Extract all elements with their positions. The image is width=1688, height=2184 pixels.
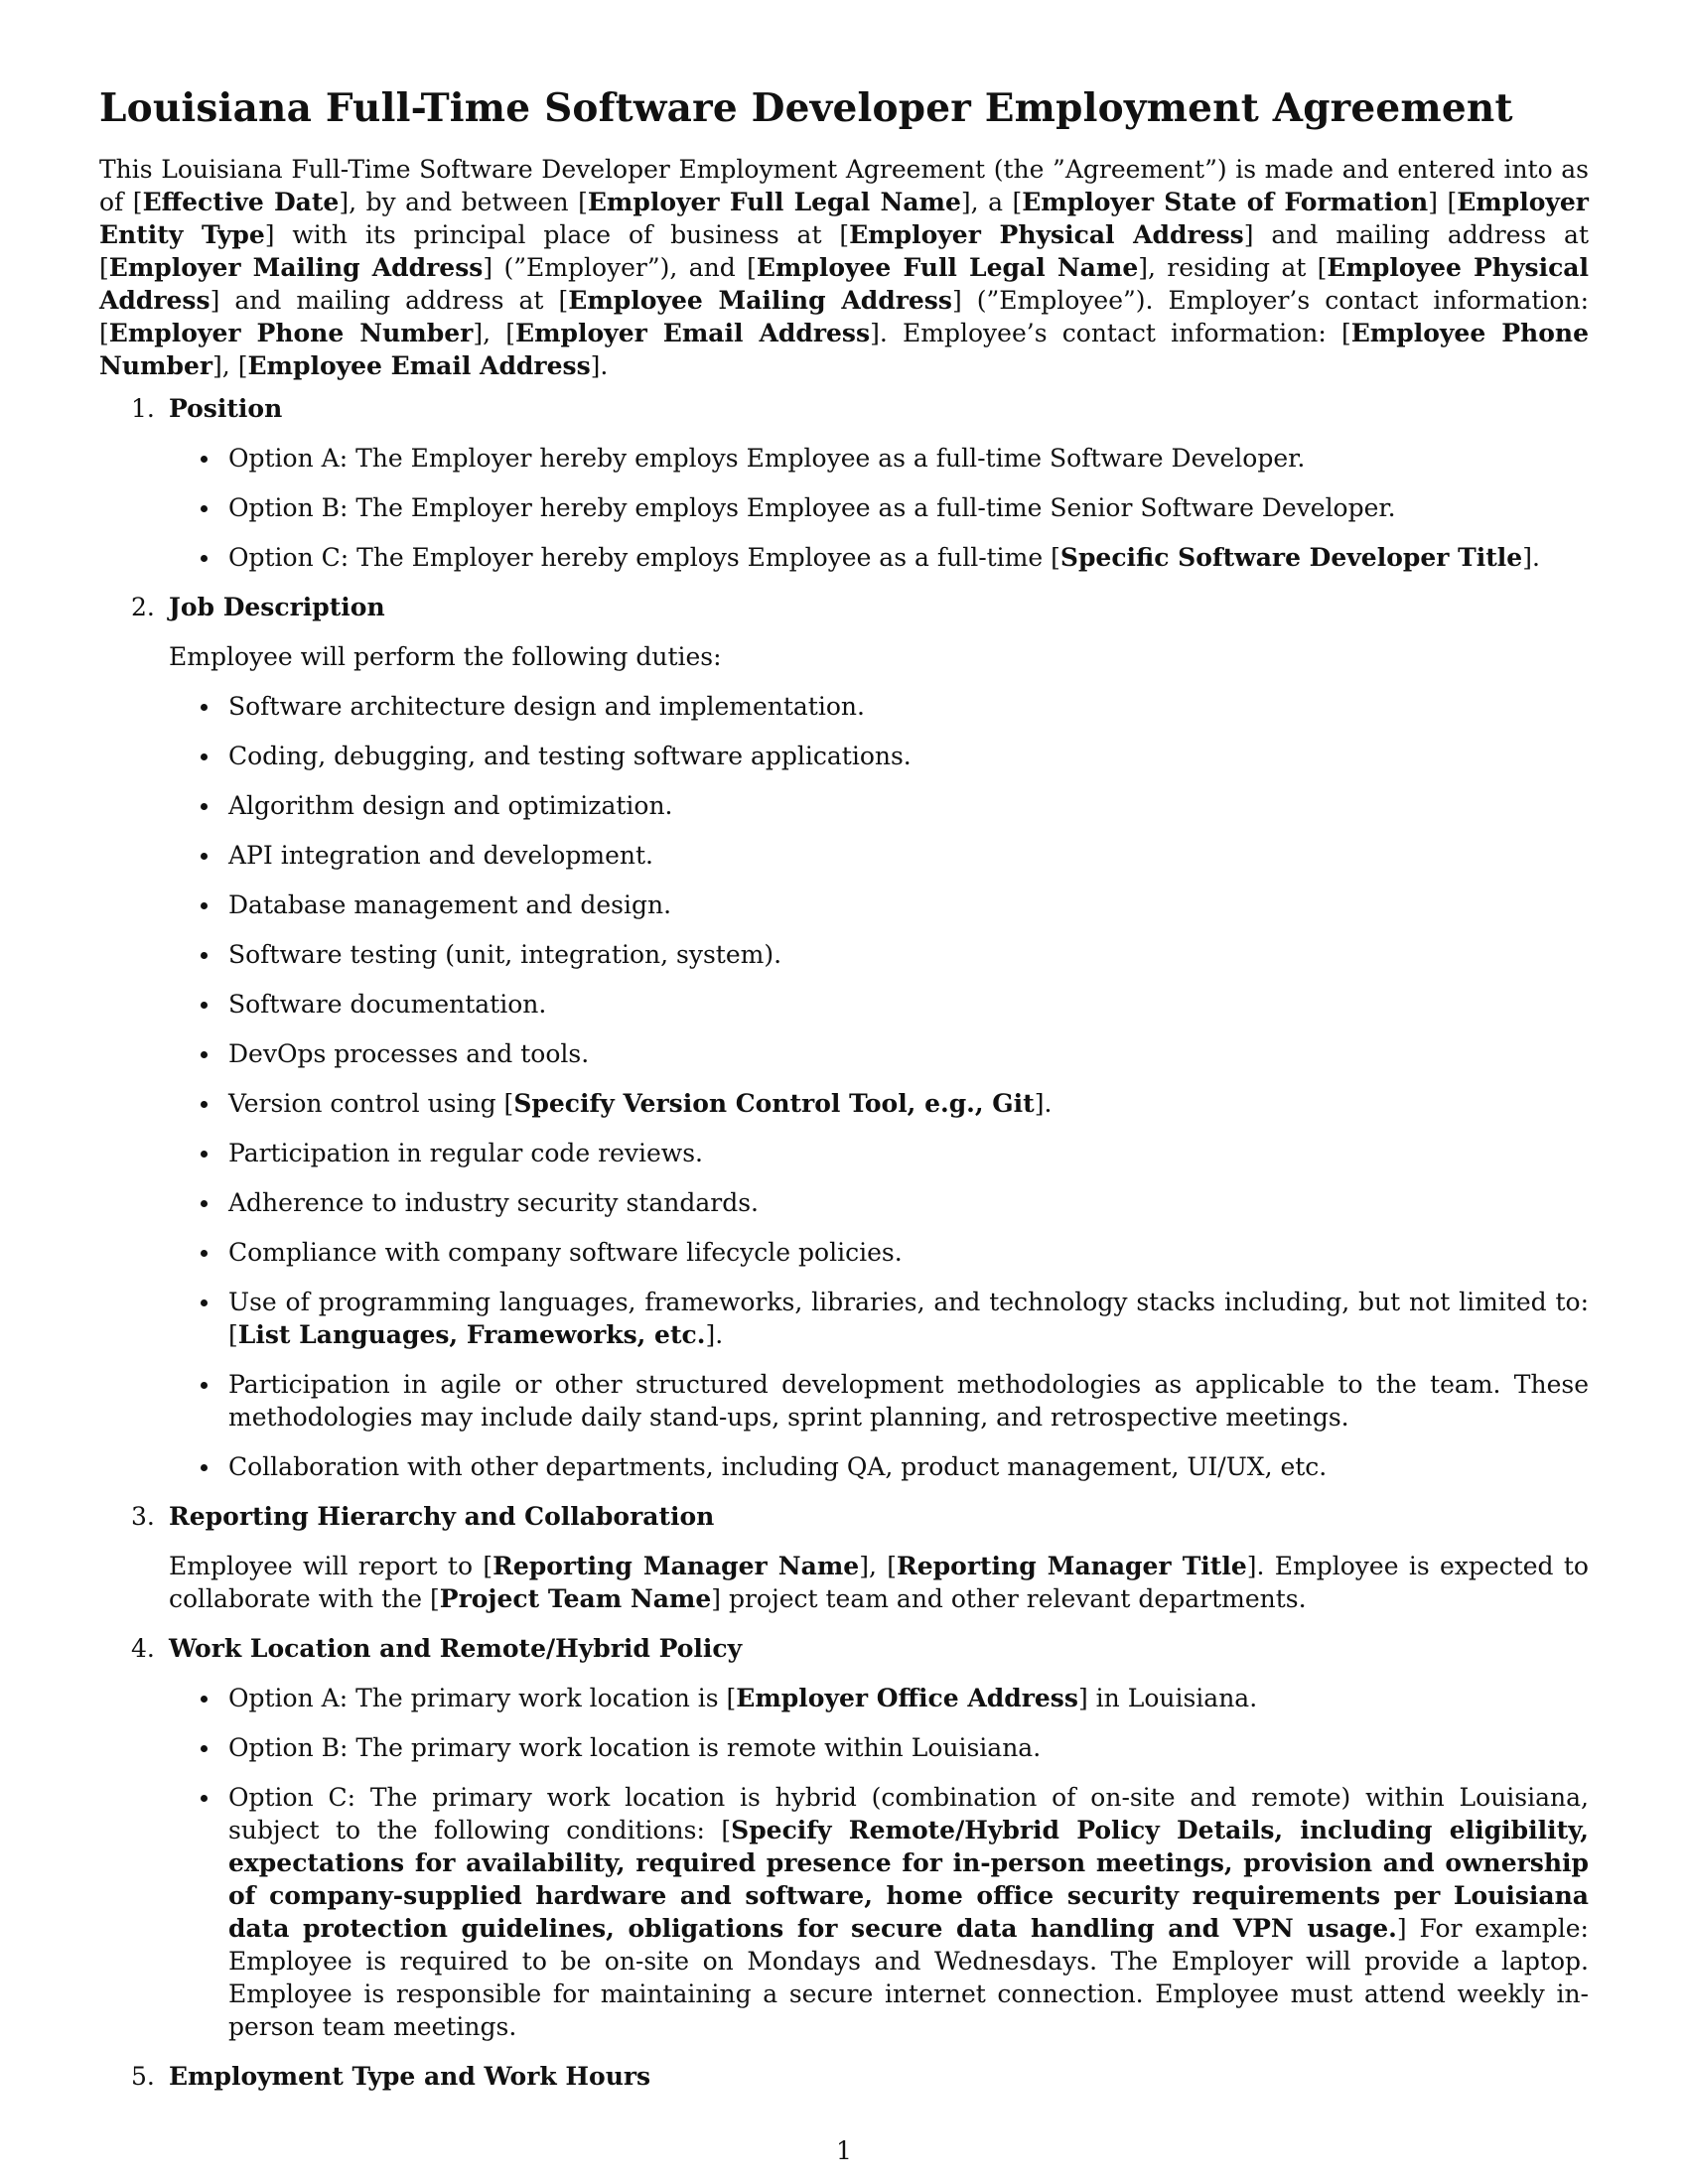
list-item — [169, 491, 1589, 524]
text-run: Software architecture design and implementation. — [228, 692, 865, 721]
page-number: 1 — [836, 2136, 852, 2165]
list-item — [169, 1037, 1589, 1070]
text-run: Algorithm design and optimization. — [228, 791, 673, 820]
section-number: 2. — [131, 593, 155, 621]
document-body — [99, 83, 1589, 2110]
text-run: ] For example: Employee is required to be on-site on Mondays and Wednesdays. The Employer will provide a laptop. Employee is responsible for maintaining a secure internet connection. Employee must attend weekly in-person team meetings. — [228, 1914, 1589, 2041]
text-run: ] (”Employer”), and [ — [483, 253, 757, 282]
text-run: ] with its principal place of business at [ — [264, 220, 850, 249]
section-position — [99, 392, 1589, 574]
list-item — [169, 541, 1589, 574]
text-run: ], [ — [859, 1552, 897, 1580]
text-run: ]. — [590, 351, 609, 380]
text-run: ], a [ — [960, 188, 1023, 216]
text-run: Option B: The primary work location is remote within Louisiana. — [228, 1733, 1042, 1762]
text-run: Option A: The primary work location is [ — [228, 1684, 737, 1712]
bullet-list — [169, 690, 1589, 1483]
section-title: Position — [169, 394, 283, 423]
text-run: DevOps processes and tools. — [228, 1039, 590, 1068]
text-run: ] (”Employee”). Employer’s contact information: [ — [99, 286, 1589, 347]
placeholder-field: Employer Email Address — [515, 319, 871, 347]
text-run: ], [ — [473, 319, 516, 347]
placeholder-field: Employer Phone Number — [108, 319, 474, 347]
text-run: ], residing at [ — [1138, 253, 1328, 282]
list-item — [169, 740, 1589, 772]
list-item — [169, 1186, 1589, 1219]
list-item — [169, 1236, 1589, 1269]
list-item — [169, 789, 1589, 822]
placeholder-field: Specify Remote/Hybrid Policy Details, including eligibility, expectations for availability, required presence for in-person meetings, provision and ownership of company-supplied hardware and software, home office security requirements per Louisiana data protection guidelines, obligations for secure data handling and VPN usage. — [228, 1816, 1589, 1943]
text-run: Software documentation. — [228, 990, 547, 1019]
placeholder-field: Employer State of Formation — [1022, 188, 1429, 216]
section-paragraph — [169, 1550, 1589, 1615]
section-reporting-hierarchy — [99, 1500, 1589, 1615]
text-run: ]. — [1522, 543, 1540, 572]
placeholder-field: Project Team Name — [439, 1584, 712, 1613]
placeholder-field: List Languages, Frameworks, etc. — [237, 1320, 706, 1349]
section-title: Reporting Hierarchy and Collaboration — [169, 1502, 715, 1531]
preamble-paragraph — [99, 153, 1589, 382]
list-item — [169, 690, 1589, 723]
section-work-location — [99, 1632, 1589, 2043]
list-item — [169, 1450, 1589, 1483]
section-title: Job Description — [169, 593, 385, 621]
text-run: This Louisiana Full-Time Software Developer Employment Agreement (the ”Agreement”) is made and entered into as of [ — [99, 155, 1589, 216]
list-item — [169, 1087, 1589, 1120]
placeholder-field: Effective Date — [142, 188, 340, 216]
text-run: ] [ — [1428, 188, 1458, 216]
text-run: ] in Louisiana. — [1077, 1684, 1258, 1712]
placeholder-field: Employee Mailing Address — [568, 286, 952, 315]
document-title: Louisiana Full-Time Software Developer Employment Agreement — [99, 85, 1513, 131]
text-run: Participation in agile or other structured development methodologies as applicable to the team. These methodologies may include daily stand-ups, sprint planning, and retrospective meetings. — [228, 1370, 1589, 1432]
placeholder-field: Reporting Manager Title — [897, 1552, 1247, 1580]
text-run: Collaboration with other departments, including QA, product management, UI/UX, etc. — [228, 1452, 1328, 1481]
list-item — [169, 1286, 1589, 1351]
text-run: Database management and design. — [228, 890, 672, 919]
text-run: Option C: The primary work location is hybrid (combination of on-site and remote) within Louisiana, subject to the following conditions: [ — [228, 1783, 1589, 1844]
placeholder-field: Employee Email Address — [247, 351, 591, 380]
text-run: Use of programming languages, frameworks, libraries, and technology stacks including, but not limited to: [ — [228, 1288, 1589, 1349]
placeholder-field: Specific Software Developer Title — [1059, 543, 1523, 572]
text-run: API integration and development. — [228, 841, 653, 870]
placeholder-field: Specify Version Control Tool, e.g., Git — [513, 1089, 1035, 1118]
list-item — [169, 839, 1589, 872]
text-run: ]. — [705, 1320, 724, 1349]
section-number: 4. — [131, 1634, 155, 1663]
section-number: 3. — [131, 1502, 155, 1531]
text-run: ]. — [1034, 1089, 1053, 1118]
list-item — [169, 938, 1589, 971]
list-item — [169, 1682, 1589, 1714]
text-run: ] and mailing address at [ — [99, 220, 1590, 282]
section-job-description — [99, 591, 1589, 1483]
text-run: Compliance with company software lifecycle policies. — [228, 1238, 903, 1267]
section-number: 1. — [131, 394, 155, 423]
text-run: ] project team and other relevant departments. — [711, 1584, 1307, 1613]
bullet-list — [169, 1682, 1589, 2043]
section-intro: Employee will perform the following duties: — [169, 642, 722, 671]
text-run: Adherence to industry security standards. — [228, 1188, 759, 1217]
text-run: Employee will report to [ — [169, 1552, 493, 1580]
text-run: ], [ — [212, 351, 248, 380]
text-run: Option B: The Employer hereby employs Employee as a full-time Senior Software Developer. — [228, 493, 1396, 522]
text-run: Software testing (unit, integration, system). — [228, 940, 782, 969]
placeholder-field: Employer Mailing Address — [108, 253, 484, 282]
list-item — [169, 1781, 1589, 2043]
text-run: Option A: The Employer hereby employs Employee as a full-time Software Developer. — [228, 444, 1306, 473]
list-item — [169, 888, 1589, 921]
text-run: Option C: The Employer hereby employs Employee as a full-time [ — [228, 543, 1060, 572]
placeholder-field: Employer Physical Address — [849, 220, 1244, 249]
section-number: 5. — [131, 2062, 155, 2091]
list-item — [169, 988, 1589, 1021]
section-title: Work Location and Remote/Hybrid Policy — [169, 1634, 743, 1663]
bullet-list — [169, 442, 1589, 574]
text-run: Version control using [ — [228, 1089, 514, 1118]
placeholder-field: Employer Entity Type — [99, 188, 1589, 249]
placeholder-field: Employee Phone Number — [99, 319, 1589, 380]
list-item — [169, 442, 1589, 475]
list-item — [169, 1368, 1589, 1433]
list-item — [169, 1731, 1589, 1764]
text-run: ], by and between [ — [339, 188, 588, 216]
placeholder-field: Reporting Manager Name — [492, 1552, 860, 1580]
text-run: Coding, debugging, and testing software applications. — [228, 742, 912, 770]
text-run: ] and mailing address at [ — [210, 286, 569, 315]
placeholder-field: Employee Physical Address — [99, 253, 1589, 315]
sections-list — [99, 392, 1589, 2093]
placeholder-field: Employer Full Legal Name — [587, 188, 961, 216]
text-run: ]. Employee’s contact information: [ — [870, 319, 1351, 347]
list-item — [169, 1137, 1589, 1169]
placeholder-field: Employer Office Address — [736, 1684, 1078, 1712]
section-title: Employment Type and Work Hours — [169, 2062, 651, 2091]
placeholder-field: Employee Full Legal Name — [756, 253, 1139, 282]
text-run: Participation in regular code reviews. — [228, 1139, 703, 1167]
text-run: ]. Employee is expected to collaborate with the [ — [169, 1552, 1589, 1613]
section-employment-type — [99, 2060, 1589, 2093]
